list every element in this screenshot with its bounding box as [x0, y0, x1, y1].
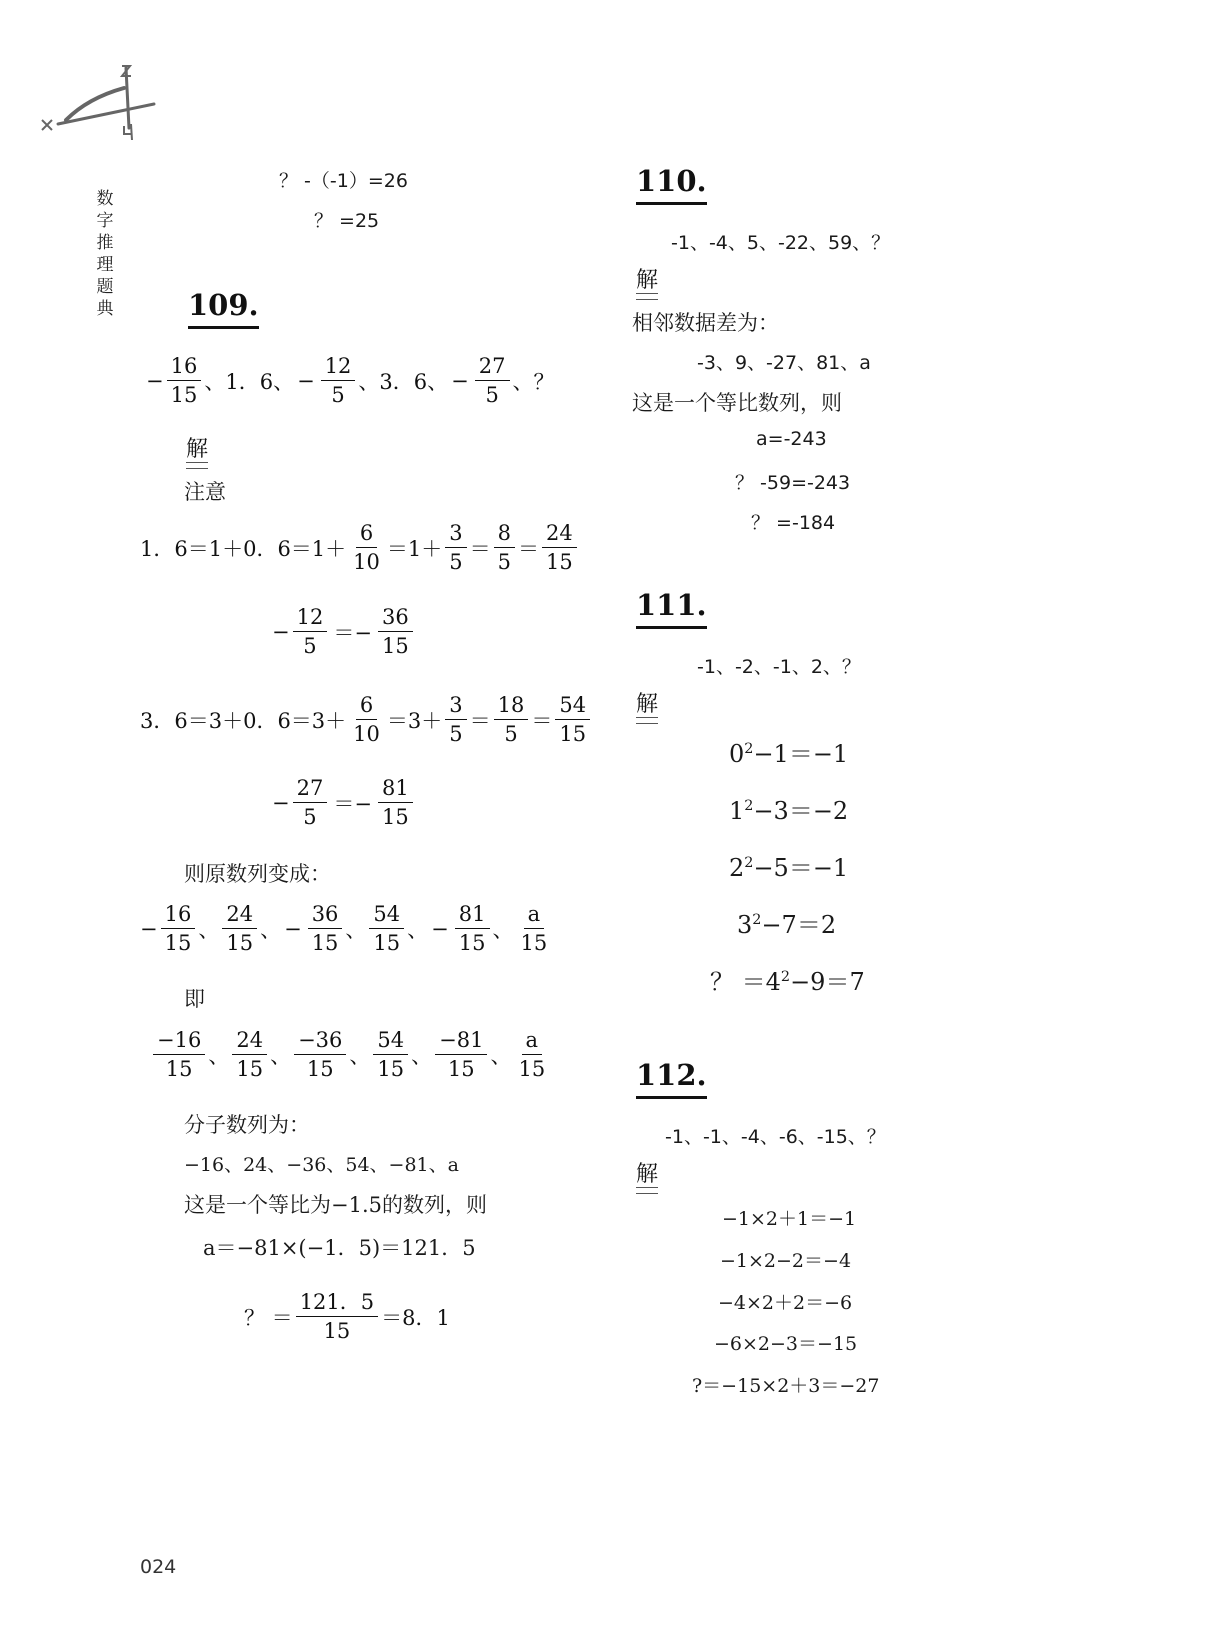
- fraction: $\frac{18}{5}$: [494, 693, 529, 746]
- p109-eq1: 1．6＝1＋0．6＝1＋ $\frac{6}{10}$ ＝1＋ $\frac{3}{5}$ ＝ $\frac{8}{5}$ ＝ $\frac{24}{15}$: [140, 521, 580, 574]
- fraction: $\frac{81}{15}$: [455, 902, 490, 955]
- p110-diff-label: 相邻数据差为：: [632, 311, 779, 335]
- fraction: $\frac{121.5}{15}$: [296, 1290, 378, 1343]
- p109-becomes: 则原数列变成：: [184, 862, 331, 886]
- p110-line1: a=-243: [756, 428, 827, 450]
- fraction: $\frac{24}{15}$: [542, 521, 577, 574]
- p112-line1: −1×2＋1＝−1: [722, 1208, 857, 1230]
- fraction: $\frac{36}{15}$: [378, 605, 413, 658]
- fraction: $\frac{-16}{15}$: [153, 1028, 205, 1081]
- fraction: $\frac{6}{10}$: [353, 521, 380, 575]
- p112-line3: −4×2＋2＝−6: [718, 1292, 853, 1314]
- p108-line1: ？ -（-1）=26: [279, 170, 408, 192]
- p109-a-equation: a＝−81×(−1．5)＝121．5: [203, 1236, 476, 1260]
- p112-line5: ?＝−15×2＋3＝−27: [692, 1375, 880, 1397]
- problem-number-110: 110.: [636, 164, 707, 205]
- fraction: $\frac{16}{15}$: [161, 902, 196, 955]
- axis-sketch-icon: [36, 58, 166, 144]
- p111-line4: $3^2-7=2$: [737, 911, 837, 939]
- p111-sequence: -1、-2、-1、2、？: [697, 656, 861, 678]
- fraction: $\frac{24}{15}$: [232, 1028, 267, 1081]
- p111-line5: ？ $=4^2-9=7$: [710, 968, 865, 996]
- page-number: 024: [140, 1556, 177, 1578]
- p111-solution-label: 解: [636, 692, 659, 717]
- p109-numerator-seq: −16、24、−36、54、−81、a: [184, 1154, 459, 1176]
- p109-note: 注意: [184, 480, 226, 504]
- p109-eq4: − $\frac{27}{5}$ ＝− $\frac{81}{15}$: [272, 776, 416, 829]
- p109-eq2: − $\frac{12}{5}$ ＝− $\frac{36}{15}$: [272, 605, 416, 658]
- p110-line2: ？ -59=-243: [735, 472, 851, 494]
- problem-number-111: 111.: [636, 588, 707, 629]
- p109-ie: 即: [184, 987, 205, 1011]
- p108-line2: ？ =25: [314, 210, 380, 232]
- p112-solution-label: 解: [636, 1162, 659, 1187]
- fraction: $\frac{54}{15}$: [373, 1028, 408, 1081]
- fraction: $\frac{54}{15}$: [555, 693, 590, 746]
- p112-sequence: -1、-1、-4、-6、-15、？: [665, 1126, 886, 1148]
- p109-final: ？ ＝ $\frac{121.5}{15}$ ＝8．1: [244, 1290, 450, 1344]
- problem-number-109: 109.: [188, 288, 259, 329]
- p109-sequence-3: $\frac{-16}{15}$ 、 $\frac{24}{15}$ 、 $\frac{-36}{15}$ 、 $\frac{54}{15}$ 、 $\frac{-81}{15}$ 、 $\frac{a}{15}$: [150, 1028, 552, 1081]
- fraction: $\frac{-81}{15}$: [435, 1028, 487, 1081]
- p112-line4: −6×2−3＝−15: [714, 1333, 858, 1355]
- problem-number-112: 112.: [636, 1058, 707, 1099]
- p109-eq3: 3．6＝3＋0．6＝3＋ $\frac{6}{10}$ ＝3＋ $\frac{3}{5}$ ＝ $\frac{18}{5}$ ＝ $\frac{54}{15}$: [140, 693, 593, 746]
- fraction: $\frac{3}{5}$: [445, 693, 466, 746]
- p111-line3: $2^2-5=-1$: [729, 854, 849, 882]
- p110-line3: ？ =-184: [751, 512, 836, 534]
- fraction: $\frac{a}{15}$: [520, 902, 548, 956]
- fraction: $\frac{36}{15}$: [308, 902, 343, 955]
- fraction: $\frac{27}{5}$: [475, 354, 510, 407]
- fraction: $\frac{12}{5}$: [293, 605, 328, 658]
- p110-solution-label: 解: [636, 268, 659, 293]
- side-title: 数字推理题典: [96, 189, 114, 319]
- p112-line2: −1×2−2＝−4: [720, 1250, 852, 1272]
- p111-line1: $0^2-1=-1$: [729, 740, 849, 768]
- p110-sequence: -1、-4、5、-22、59、？: [671, 232, 891, 254]
- p109-sequence: − $\frac{16}{15}$ 、1．6、 − $\frac{12}{5}$ 、3．6、 − $\frac{27}{5}$ 、？: [146, 354, 555, 408]
- fraction: $\frac{16}{15}$: [167, 354, 202, 407]
- p109-solution-label: 解: [186, 437, 209, 462]
- fraction: $\frac{54}{15}$: [369, 902, 404, 955]
- fraction: $\frac{24}{15}$: [222, 902, 257, 955]
- p110-geo-line: 这是一个等比数列，则: [632, 391, 842, 415]
- fraction: $\frac{81}{15}$: [378, 776, 413, 829]
- fraction: $\frac{8}{5}$: [494, 521, 515, 574]
- fraction: $\frac{12}{5}$: [321, 354, 356, 407]
- fraction: $\frac{3}{5}$: [445, 521, 466, 574]
- fraction: $\frac{6}{10}$: [353, 693, 380, 747]
- fraction: $\frac{27}{5}$: [293, 776, 328, 829]
- p109-sequence-2: − $\frac{16}{15}$ 、 $\frac{24}{15}$ 、 − $\frac{36}{15}$ 、 $\frac{54}{15}$ 、 − $\frac{81}{15}$ 、 $\frac{a}{15}$: [140, 902, 554, 955]
- fraction: $\frac{-36}{15}$: [294, 1028, 346, 1081]
- fraction: $\frac{a}{15}$: [518, 1028, 546, 1082]
- p111-line2: $1^2-3=-2$: [729, 797, 849, 825]
- p109-ratio-line: 这是一个等比为−1.5的数列，则: [184, 1193, 487, 1217]
- p109-numerator-label: 分子数列为：: [184, 1113, 310, 1137]
- p110-diff-seq: -3、9、-27、81、a: [697, 352, 871, 374]
